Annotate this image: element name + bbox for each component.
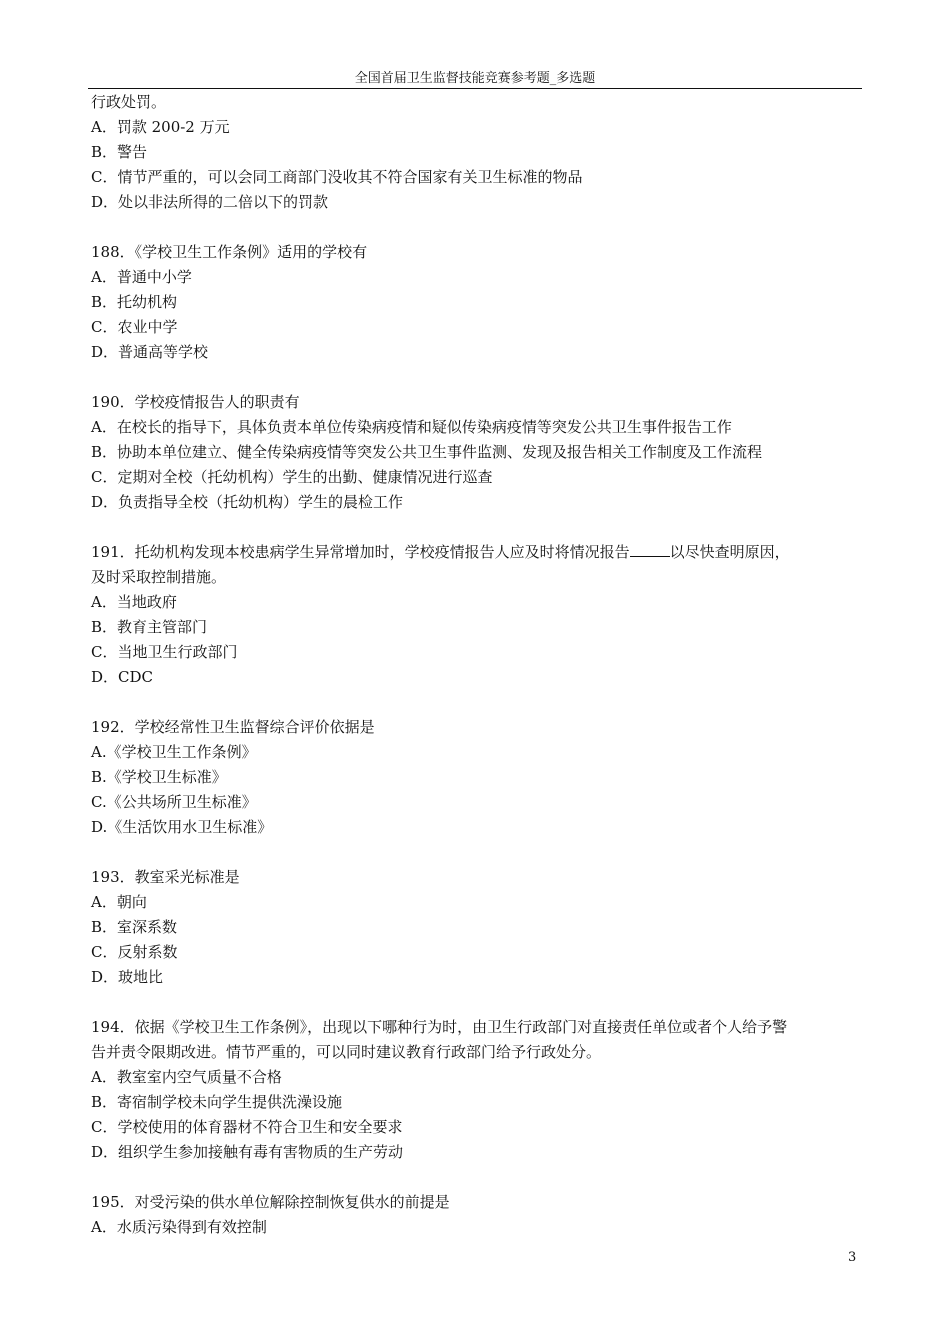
option-line: D．负责指导全校（托幼机构）学生的晨检工作 — [91, 493, 404, 511]
option-line: B．教育主管部门 — [91, 618, 208, 636]
spacer — [91, 990, 862, 1015]
option-line: A．在校长的指导下，具体负责本单位传染病疫情和疑似传染病疫情等突发公共卫生事件报告工作 — [91, 418, 732, 436]
option-line: B.《学校卫生标准》 — [91, 768, 227, 786]
option-line: D．处以非法所得的二倍以下的罚款 — [91, 193, 329, 211]
question-stem: 195．对受污染的供水单位解除控制恢复供水的前提是 — [91, 1193, 450, 1211]
header-title: 全国首届卫生监督技能竞赛参考题_多选题 — [354, 71, 596, 86]
option-line: A．教室室内空气质量不合格 — [91, 1068, 282, 1086]
question-stem: 194．依据《学校卫生工作条例》，出现以下哪种行为时，由卫生行政部门对直接责任单位或者个人给予警 — [91, 1018, 788, 1036]
option-line: C．定期对全校（托幼机构）学生的出勤、健康情况进行巡查 — [91, 468, 493, 486]
option-line: D.《生活饮用水卫生标准》 — [91, 818, 273, 836]
continuation-tail: 行政处罚。 — [91, 93, 167, 111]
question-stem: 193．教室采光标准是 — [91, 868, 240, 886]
option-line: A．罚款 200-2 万元 — [91, 118, 230, 136]
fill-in-blank — [630, 542, 670, 557]
question-stem-continued: 告并责令限期改进。情节严重的，可以同时建议教育行政部门给予行政处分。 — [91, 1043, 602, 1061]
page-header — [88, 70, 862, 89]
option-line: D．CDC — [91, 668, 154, 686]
option-line: A．普通中小学 — [91, 268, 192, 286]
option-line: C．学校使用的体育器材不符合卫生和安全要求 — [91, 1118, 403, 1136]
question-stem: 188．《学校卫生工作条例》适用的学校有 — [91, 243, 368, 261]
page-number: 3 — [848, 1250, 857, 1265]
question-stem: 190．学校疫情报告人的职责有 — [91, 393, 300, 411]
question-stem: 192．学校经常性卫生监督综合评价依据是 — [91, 718, 375, 736]
option-line: A.《学校卫生工作条例》 — [91, 743, 257, 761]
option-line: C．当地卫生行政部门 — [91, 643, 238, 661]
option-line: B．室深系数 — [91, 918, 178, 936]
question-stem — [91, 540, 862, 565]
option-line: A．朝向 — [91, 893, 147, 911]
option-line: C．农业中学 — [91, 318, 178, 336]
spacer — [91, 515, 862, 540]
option-line: B．协助本单位建立、健全传染病疫情等突发公共卫生事件监测、发现及报告相关工作制度及工作流程 — [91, 443, 763, 461]
option-line: D．组织学生参加接触有毒有害物质的生产劳动 — [91, 1143, 404, 1161]
option-line: A．当地政府 — [91, 593, 177, 611]
option-line: A．水质污染得到有效控制 — [91, 1218, 267, 1236]
document-body — [91, 90, 862, 1240]
option-line: D．普通高等学校 — [91, 343, 209, 361]
option-line: C.《公共场所卫生标准》 — [91, 793, 257, 811]
stem-after-blank: 以尽快查明原因， — [669, 543, 790, 561]
spacer — [91, 215, 862, 240]
question-stem-continued: 及时采取控制措施。 — [91, 568, 227, 586]
spacer — [91, 840, 862, 865]
option-line: B．托幼机构 — [91, 293, 178, 311]
option-line: D．玻地比 — [91, 968, 164, 986]
option-line: B．寄宿制学校未向学生提供洗澡设施 — [91, 1093, 343, 1111]
stem-before-blank: 191．托幼机构发现本校患病学生异常增加时，学校疫情报告人应及时将情况报告 — [91, 543, 630, 561]
option-line: C．情节严重的，可以会同工商部门没收其不符合国家有关卫生标准的物品 — [91, 168, 583, 186]
spacer — [91, 690, 862, 715]
spacer — [91, 1165, 862, 1190]
option-line: C．反射系数 — [91, 943, 178, 961]
spacer — [91, 365, 862, 390]
option-line: B．警告 — [91, 143, 148, 161]
